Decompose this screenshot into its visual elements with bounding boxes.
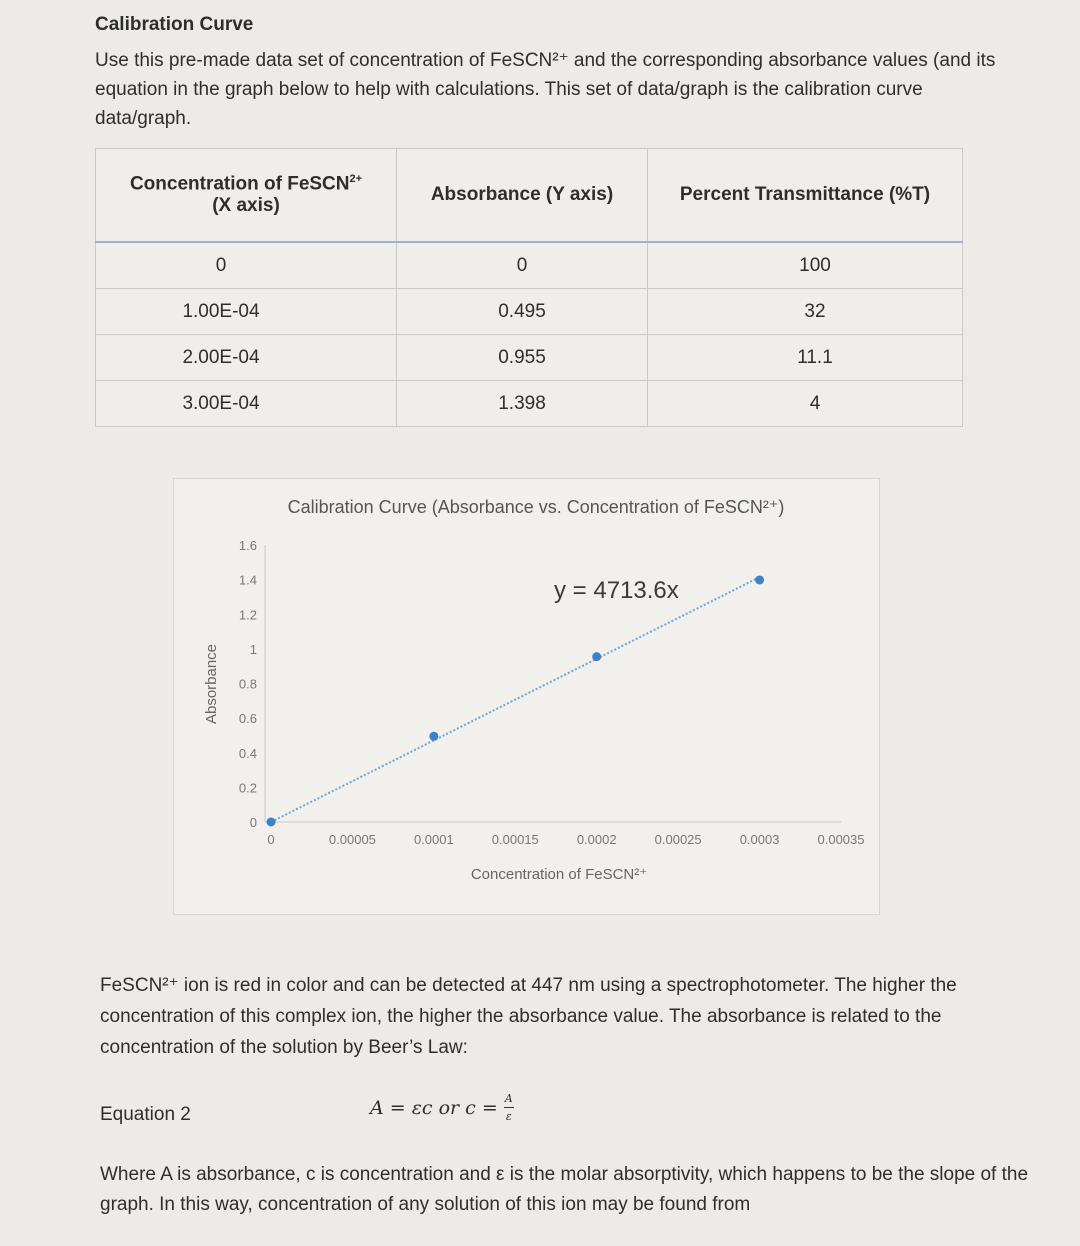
chart-svg [174,479,879,914]
header-x-axis: (X axis) [212,195,280,217]
table-row [96,335,963,381]
x-tick-label: 0.0003 [739,832,780,847]
formula-main: A = εc or c = [370,1096,498,1119]
fraction-bar [504,1107,514,1108]
cell-concentration: 2.00E-04 [96,335,397,381]
trendline [271,577,760,822]
data-point [267,818,276,827]
y-tick-label: 1 [249,641,257,657]
cell-absorbance: 1.398 [397,381,648,427]
x-tick-label: 0.00035 [817,832,865,847]
y-tick-label: 0.2 [238,780,257,796]
table-row [96,289,963,335]
cell-transmittance: 4 [648,381,963,427]
y-tick-label: 0.6 [238,711,257,727]
x-axis-label: Concentration of FeSCN²⁺ [470,866,648,883]
header-concentration [96,149,397,243]
y-tick-label: 1.2 [238,607,257,623]
x-tick-label: 0.00015 [491,832,539,847]
explanation-paragraph: Where A is absorbance, c is concentration and ε is the molar absorptivity, which happens to be the slope of the graph. In this way, concentration of any solution of this ion may be found from [100,1164,1029,1215]
table-row [96,242,963,289]
beers-law-paragraph: FeSCN²⁺ ion is red in color and can be detected at 447 nm using a spectrophotometer. The higher the concentration of this complex ion, the higher the absorbance value. The absorbance is related to the concentration of the solution by Beer’s Law: [100,975,957,1058]
data-point [592,652,601,661]
x-tick-label: 0.0001 [413,832,454,847]
data-point [755,575,764,584]
cell-absorbance: 0 [397,242,648,289]
table-row [96,381,963,427]
y-tick-label: 1.6 [238,538,257,553]
cell-concentration: 0 [96,242,397,289]
y-tick-label: 0 [249,815,257,830]
header-transmittance: Percent Transmittance (%T) [648,149,963,243]
y-axis-label: Absorbance [203,643,220,725]
header-superscript: 2+ [349,172,363,185]
x-tick-label: 0.00005 [328,832,376,847]
calibration-table [95,148,963,427]
beers-law-formula [370,1092,514,1123]
cell-concentration: 3.00E-04 [96,381,397,427]
trendline-equation: y = 4713.6x [554,577,679,604]
fraction-denominator: ε [505,1110,512,1123]
section-heading: Calibration Curve [95,14,254,35]
x-tick-label: 0.00025 [654,832,702,847]
y-tick-label: 1.4 [238,572,257,588]
cell-absorbance: 0.955 [397,335,648,381]
intro-paragraph: Use this pre-made data set of concentration of FeSCN²⁺ and the corresponding absorbance values (and its equation in the graph below to help with calculations. This set of data/graph is the calibration curve data/graph. [95,50,996,129]
cell-concentration: 1.00E-04 [96,289,397,335]
cell-absorbance: 0.495 [397,289,648,335]
cell-transmittance: 32 [648,289,963,335]
calibration-chart [173,478,880,915]
equation-label: Equation 2 [100,1104,191,1125]
formula-fraction [504,1092,514,1123]
header-concentration-text: Concentration of FeSCN [129,173,350,195]
y-tick-label: 0.8 [238,676,257,692]
cell-transmittance: 100 [648,242,963,289]
data-point [429,732,438,741]
x-tick-label: 0 [267,832,275,847]
x-tick-label: 0.0002 [576,832,617,847]
y-tick-label: 0.4 [238,745,257,761]
header-absorbance: Absorbance (Y axis) [397,149,648,243]
fraction-numerator: A [504,1092,513,1105]
table-header-row [96,149,963,243]
chart-title: Calibration Curve (Absorbance vs. Concentration of FeSCN²⁺) [287,497,785,517]
cell-transmittance: 11.1 [648,335,963,381]
